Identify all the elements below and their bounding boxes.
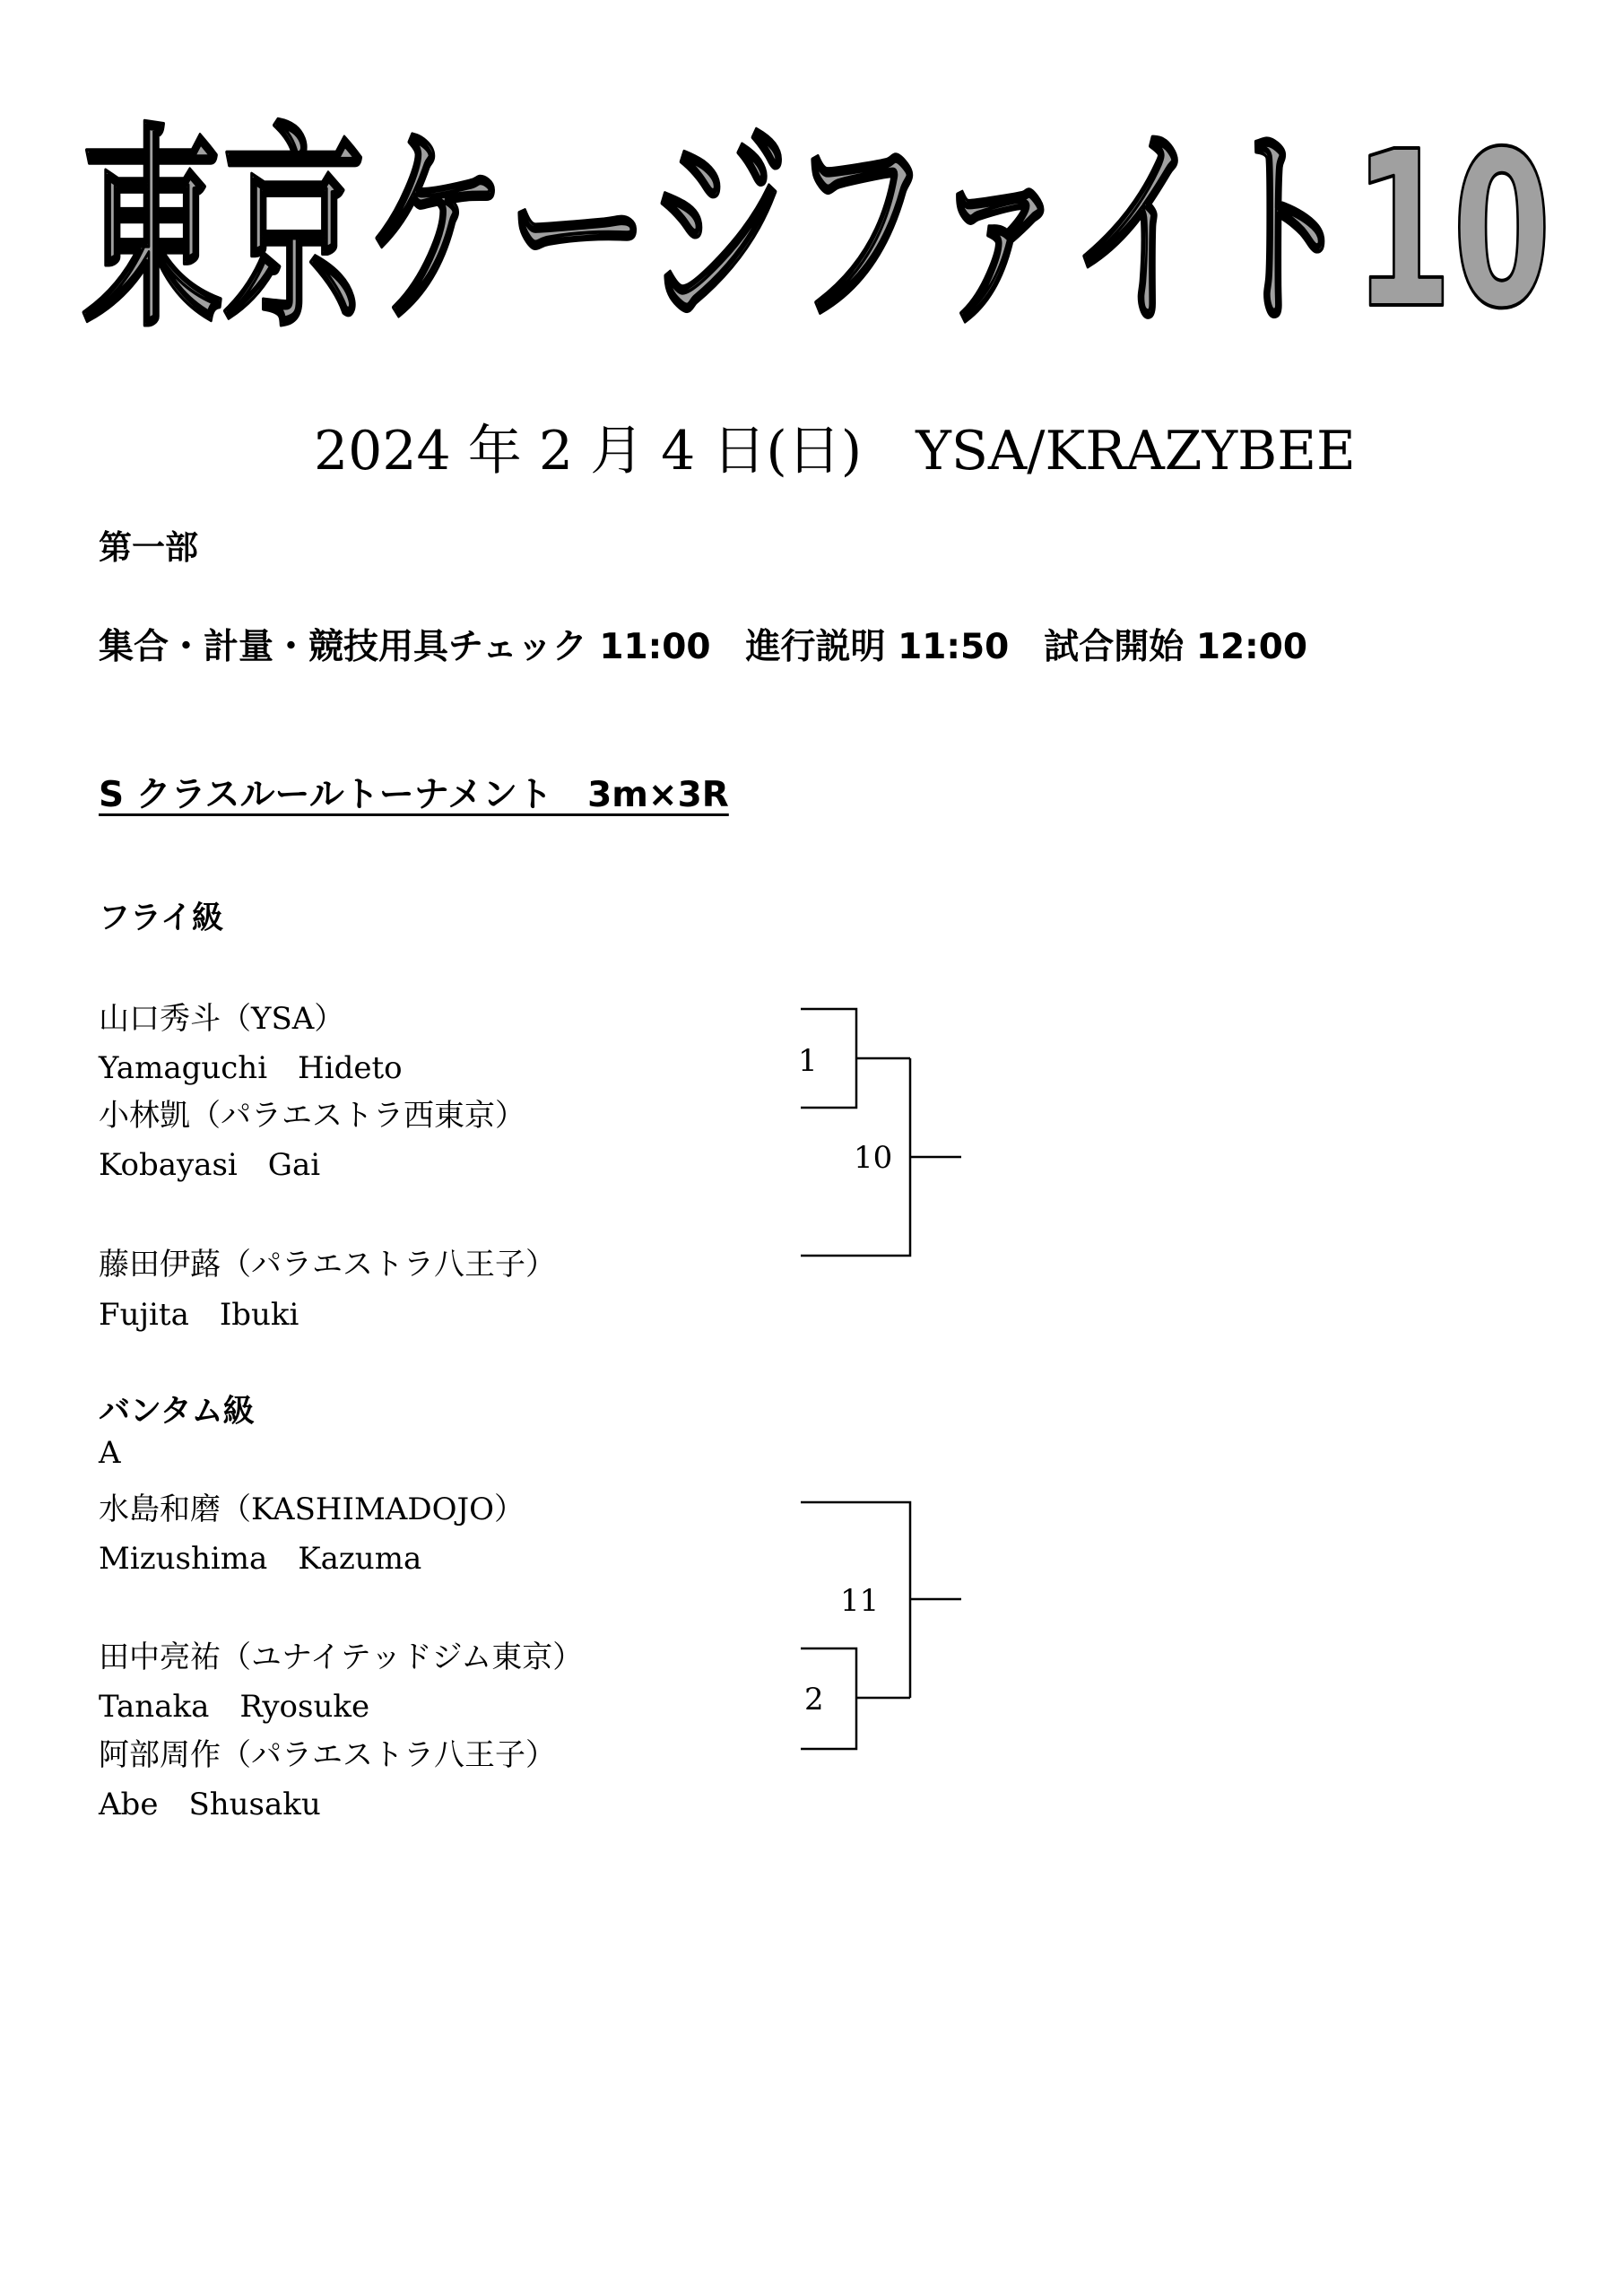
fighter-roman-name: Tanaka Ryosuke	[99, 1689, 370, 1725]
event-title	[81, 90, 1551, 377]
fighter-jp-name: 田中亮祐（ユナイテッドジム東京）	[99, 1639, 584, 1675]
weight-class-fly: フライ級	[99, 900, 223, 936]
bout-number: 10	[854, 1140, 893, 1176]
bracket-group-label: A	[99, 1435, 121, 1471]
event-date-venue: 2024 年 2 月 4 日(日) YSA/KRAZYBEE	[314, 420, 1356, 483]
tournament-rule-heading: S クラスルールトーナメント 3m×3R	[99, 775, 729, 815]
bout-number: 11	[840, 1583, 880, 1619]
fighter-jp-name: 藤田伊蕗（パラエストラ八王子）	[99, 1247, 556, 1283]
fighter-jp-name: 山口秀斗（YSA）	[99, 1001, 345, 1037]
event-title-text: 東京ケージファイト10	[81, 105, 1551, 356]
fighter-roman-name: Yamaguchi Hideto	[99, 1050, 403, 1086]
weight-class-bantam: バンタム級	[99, 1394, 255, 1430]
schedule-line: 集合・計量・競技用具チェック 11:00 進行説明 11:50 試合開始 12:00	[99, 627, 1307, 667]
fighter-jp-name: 阿部周作（パラエストラ八王子）	[99, 1737, 556, 1773]
fighter-roman-name: Mizushima Kazuma	[99, 1541, 422, 1577]
fighter-roman-name: Kobayasi Gai	[99, 1147, 321, 1183]
bout-number: 2	[804, 1682, 824, 1718]
bout-number: 1	[798, 1043, 818, 1079]
fighter-roman-name: Fujita Ibuki	[99, 1297, 299, 1333]
section-label: 第一部	[99, 528, 198, 567]
fighter-jp-name: 小林凱（パラエストラ西東京）	[99, 1098, 525, 1134]
fighter-jp-name: 水島和磨（KASHIMADOJO）	[99, 1492, 525, 1527]
fighter-roman-name: Abe Shusaku	[99, 1787, 321, 1822]
